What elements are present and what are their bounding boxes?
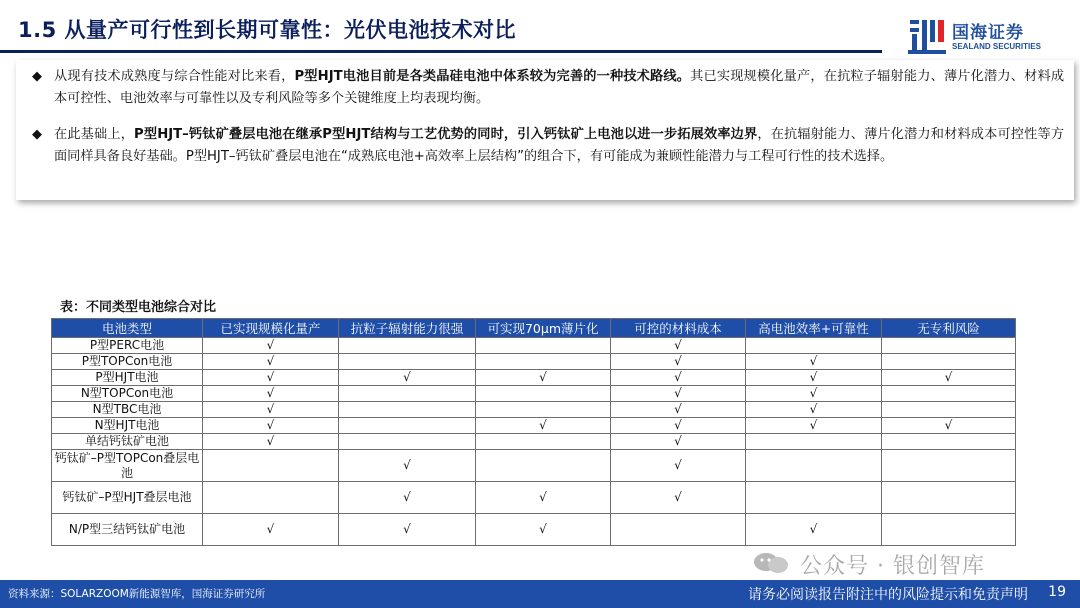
- table-row: [52, 514, 1016, 546]
- check-mark-cell: √: [611, 402, 746, 418]
- empty-cell: [882, 434, 1016, 450]
- check-mark-cell: √: [746, 354, 882, 370]
- bullet-text-bold: P型HJT电池目前是各类晶硅电池中体系较为完善的一种技术路线。: [294, 69, 691, 84]
- battery-type-cell: 钙钛矿–P型HJT叠层电池: [52, 482, 203, 514]
- footer-bar: [0, 580, 1080, 608]
- bullet-text: ，在抗辐射能力、薄片化潜力和材料成本可控性等方面同样具备良好基础。P型HJT–钙钛矿叠层电池在“成熟底电池+高效率上层结构”的组合下，有可能成为兼顾性能潜力与工程可行性的技术选择。: [54, 127, 1065, 164]
- empty-cell: [476, 386, 611, 402]
- empty-cell: [746, 434, 882, 450]
- empty-cell: [476, 354, 611, 370]
- column-header: 抗粒子辐射能力很强: [339, 319, 476, 338]
- column-header: 可实现70μm薄片化: [476, 319, 611, 338]
- check-mark-cell: √: [882, 370, 1016, 386]
- check-mark-cell: √: [611, 338, 746, 354]
- check-mark-cell: √: [339, 450, 476, 482]
- empty-cell: [746, 450, 882, 482]
- check-mark-cell: √: [476, 482, 611, 514]
- battery-comparison-table: [51, 318, 1016, 546]
- check-mark-cell: √: [611, 482, 746, 514]
- empty-cell: [882, 482, 1016, 514]
- empty-cell: [882, 338, 1016, 354]
- table-row: [52, 386, 1016, 402]
- summary-box: [16, 60, 1074, 200]
- battery-type-cell: 单结钙钛矿电池: [52, 434, 203, 450]
- check-mark-cell: √: [339, 482, 476, 514]
- summary-bullet-2: [26, 124, 1064, 168]
- table-row: [52, 434, 1016, 450]
- wechat-icon: [752, 551, 792, 575]
- battery-type-cell: N型HJT电池: [52, 418, 203, 434]
- check-mark-cell: √: [746, 386, 882, 402]
- table-row: [52, 354, 1016, 370]
- check-mark-cell: √: [611, 434, 746, 450]
- check-mark-cell: √: [611, 418, 746, 434]
- battery-type-cell: 钙钛矿–P型TOPCon叠层电池: [52, 450, 203, 482]
- check-mark-cell: √: [203, 354, 339, 370]
- battery-type-cell: P型TOPCon电池: [52, 354, 203, 370]
- empty-cell: [882, 354, 1016, 370]
- check-mark-cell: √: [203, 338, 339, 354]
- empty-cell: [746, 482, 882, 514]
- empty-cell: [339, 354, 476, 370]
- empty-cell: [203, 450, 339, 482]
- check-mark-cell: √: [203, 434, 339, 450]
- check-mark-cell: √: [746, 514, 882, 546]
- table-row: [52, 370, 1016, 386]
- empty-cell: [203, 482, 339, 514]
- check-mark-cell: √: [746, 418, 882, 434]
- sealand-logo-icon: [908, 16, 946, 54]
- disclaimer-text: 请务必阅读报告附注中的风险提示和免责声明: [748, 587, 1028, 603]
- column-header: 电池类型: [52, 319, 203, 338]
- check-mark-cell: √: [746, 370, 882, 386]
- bullet-text: 其已实现规模化量产，在抗粒子辐射能力、薄片化潜力、材料成本可控性、电池效率与可靠性以及专利风险等多个关键维度上均表现均衡。: [54, 69, 1065, 106]
- table-row: [52, 338, 1016, 354]
- diamond-bullet-icon: ◆: [32, 127, 42, 142]
- empty-cell: [476, 338, 611, 354]
- check-mark-cell: √: [339, 514, 476, 546]
- check-mark-cell: √: [203, 370, 339, 386]
- empty-cell: [476, 434, 611, 450]
- table-row: [52, 418, 1016, 434]
- check-mark-cell: √: [339, 370, 476, 386]
- table-row: [52, 450, 1016, 482]
- empty-cell: [746, 338, 882, 354]
- check-mark-cell: √: [476, 370, 611, 386]
- column-header: 可控的材料成本: [611, 319, 746, 338]
- empty-cell: [882, 514, 1016, 546]
- company-logo: [908, 14, 1068, 60]
- check-mark-cell: √: [611, 370, 746, 386]
- table-header-row: [52, 319, 1016, 338]
- empty-cell: [476, 402, 611, 418]
- battery-type-cell: P型PERC电池: [52, 338, 203, 354]
- check-mark-cell: √: [611, 450, 746, 482]
- bullet-text: 在此基础上，: [54, 127, 135, 142]
- battery-type-cell: N型TBC电池: [52, 402, 203, 418]
- check-mark-cell: √: [746, 402, 882, 418]
- check-mark-cell: √: [611, 386, 746, 402]
- battery-type-cell: N型TOPCon电池: [52, 386, 203, 402]
- check-mark-cell: √: [203, 418, 339, 434]
- page-title: 1.5 从量产可行性到长期可靠性：光伏电池技术对比: [18, 18, 517, 42]
- check-mark-cell: √: [203, 402, 339, 418]
- column-header: 高电池效率+可靠性: [746, 319, 882, 338]
- page-number: 19: [1048, 584, 1066, 600]
- empty-cell: [611, 514, 746, 546]
- empty-cell: [339, 402, 476, 418]
- source-note: 资料来源：SOLARZOOM新能源智库，国海证券研究所: [8, 588, 266, 600]
- column-header: 无专利风险: [882, 319, 1016, 338]
- empty-cell: [339, 418, 476, 434]
- logo-english-name: SEALAND SECURITIES: [952, 42, 1041, 51]
- empty-cell: [882, 450, 1016, 482]
- diamond-bullet-icon: ◆: [32, 69, 42, 84]
- empty-cell: [339, 386, 476, 402]
- bullet-text-bold: P型HJT–钙钛矿叠层电池在继承P型HJT结构与工艺优势的同时，引入钙钛矿上电池以进一步拓展效率边界: [134, 127, 758, 142]
- empty-cell: [882, 386, 1016, 402]
- bullet-text: 从现有技术成熟度与综合性能对比来看，: [54, 69, 295, 84]
- table-caption: 表：不同类型电池综合对比: [60, 300, 217, 315]
- logo-chinese-name: 国海证券: [952, 23, 1024, 43]
- check-mark-cell: √: [203, 514, 339, 546]
- watermark-text: 公众号 · 银创智库: [800, 554, 985, 579]
- check-mark-cell: √: [611, 354, 746, 370]
- empty-cell: [339, 338, 476, 354]
- summary-bullet-1: [26, 66, 1064, 110]
- title-divider: [0, 50, 882, 53]
- empty-cell: [339, 434, 476, 450]
- table-row: [52, 402, 1016, 418]
- check-mark-cell: √: [476, 514, 611, 546]
- battery-type-cell: P型HJT电池: [52, 370, 203, 386]
- battery-type-cell: N/P型三结钙钛矿电池: [52, 514, 203, 546]
- column-header: 已实现规模化量产: [203, 319, 339, 338]
- check-mark-cell: √: [476, 418, 611, 434]
- table-row: [52, 482, 1016, 514]
- empty-cell: [882, 402, 1016, 418]
- check-mark-cell: √: [203, 386, 339, 402]
- check-mark-cell: √: [882, 418, 1016, 434]
- empty-cell: [476, 450, 611, 482]
